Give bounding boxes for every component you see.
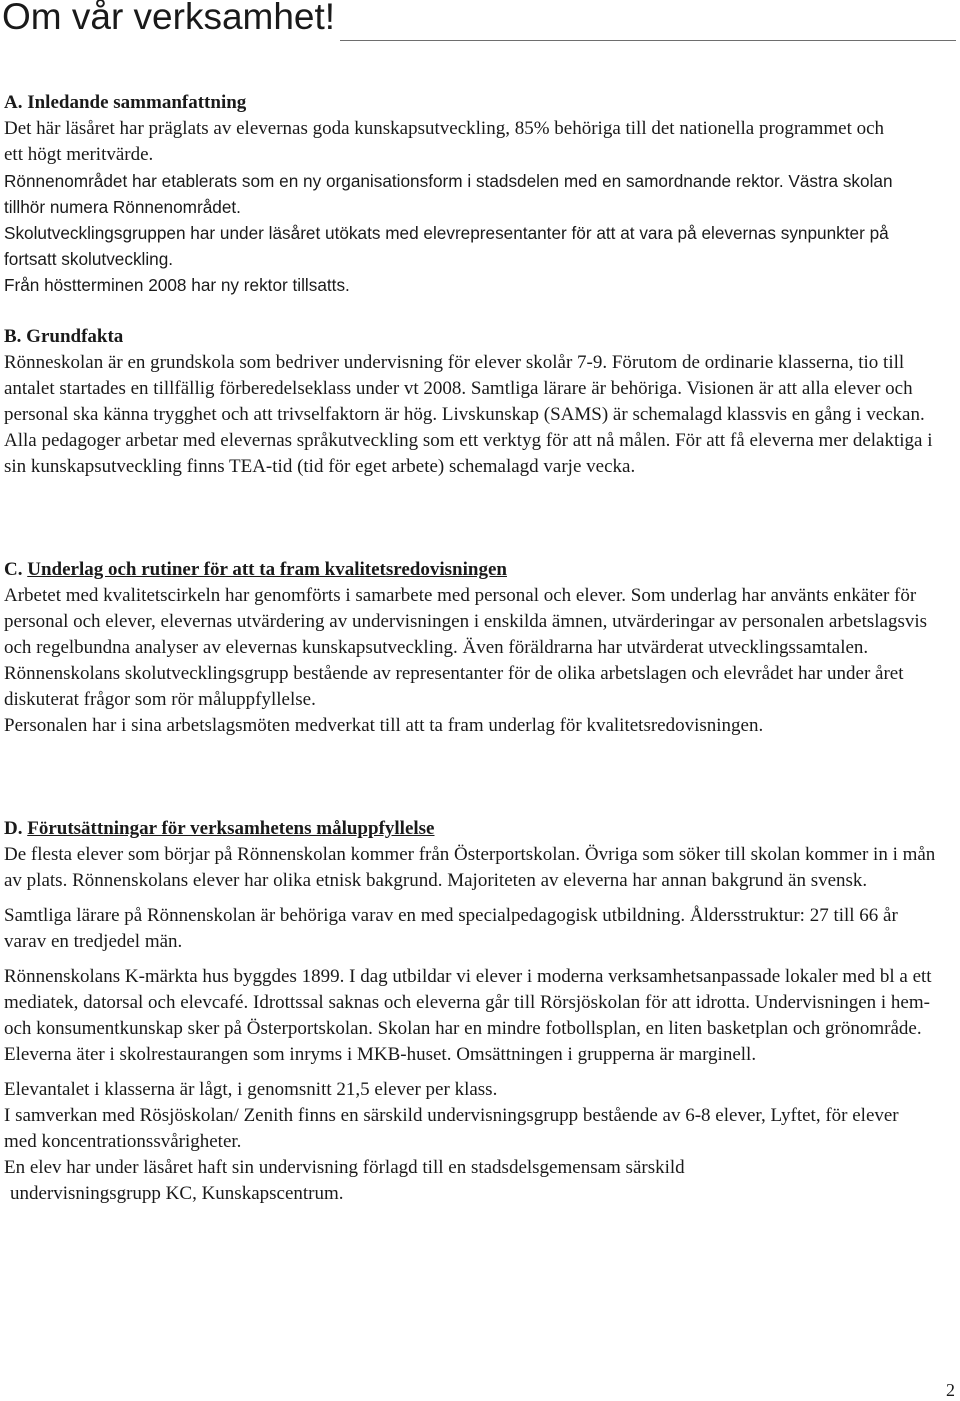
section-d-paragraph-3: Rönnenskolans K-märkta hus byggdes 1899. I dag utbildar vi elever i moderna verksamhetsanpassade lokaler med bl a ett mediatek, datorsal och elevcafé. Idrottssal saknas och eleverna går till Rörsjöskolan för att idrotta. Undervisningen i hem- och konsumentkunskap sker på Österportskolan. Skolan har en mindre fotbollsplan, en liten basketplan och grönområde. Eleverna äter i skolrestaurangen som inryms i MKB-huset. Omsättningen i grupperna är marginell. [4,966,932,1065]
section-d-heading-letter: D. [4,818,23,839]
section-a-paragraph-2: Skolutvecklingsgruppen har under läsåret utökats med elevrepresentanter för att at vara på elevernas synpunkter på fortsatt skolutveckling. [4,223,889,269]
section-d-paragraph-1: De flesta elever som börjar på Rönnenskolan kommer från Österportskolan. Övriga som söker till skolan kommer in i mån av plats. Rönnenskolans elever har olika etnisk bakgrund. Majoriteten av eleverna har annan bakgrund än svensk. [4,844,936,891]
section-b-paragraph-1: Rönneskolan är en grundskola som bedriver undervisning för elever skolår 7-9. Förutom de ordinarie klasserna, tio till antalet startades en tillfällig förberedelseklass under vt 2008. Samtliga lärare är behöriga. Visionen är att alla elever och personal ska känna trygghet och att trivselfaktorn är hög. Livskunskap (SAMS) är schemalagd klassvis en gång i veckan. Alla pedagoger arbetar med elevernas språkutveckling som ett verktyg för att nå målen. För att få eleverna mer delaktiga i sin kunskapsutveckling finns TEA-tid (tid för eget arbete) schemalagd varje vecka. [4,352,933,477]
page-number: 2 [946,1380,955,1400]
section-a-heading: A. Inledande sammanfattning [4,92,247,113]
section-d-paragraph-5: I samverkan med Rösjöskolan/ Zenith finns en särskild undervisningsgrupp bestående av 6-8 elever, Lyftet, för elever med koncentrationssvårigheter. [4,1105,899,1152]
section-b-heading: B. Grundfakta [4,326,124,347]
section-a-paragraph-1b: Rönnenområdet har etablerats som en ny organisationsform i stadsdelen med en samordnande rektor. Västra skolan tillhör numera Rönnenområdet. [4,171,893,217]
section-c-paragraph-1: Arbetet med kvalitetscirkeln har genomförts i samarbete med personal och elever. Som underlag har använts enkäter för personal och elever, elevernas utvärdering av undervisningen i enskilda ämnen, utvärderingar av personalen arbetslagsvis och regelbundna analyser av elevernas kunskapsutveckling. Även föräldrarna har utvärderat utvecklingssamtalen. [4,585,928,658]
section-c-paragraph-2: Rönnenskolans skolutvecklingsgrupp bestående av representanter för de olika arbetslagen och elevrådet har under året diskuterat frågor som rör måluppfyllelse. [4,663,904,710]
section-c-heading-letter: C. [4,559,23,580]
section-d-heading [4,816,949,842]
section-c-heading [4,557,949,583]
section-b [4,324,949,480]
section-a-paragraph-3: Från höstterminen 2008 har ny rektor tillsatts. [4,275,350,295]
section-a [4,90,949,298]
section-d-paragraph-6b: undervisningsgrupp KC, Kunskapscentrum. [10,1183,344,1204]
section-d-heading-text: Förutsättningar för verksamhetens måluppfyllelse [27,818,435,839]
section-c-paragraph-3: Personalen har i sina arbetslagsmöten medverkat till att ta fram underlag för kvalitetsredovisningen. [4,715,764,736]
section-a-paragraph-1: Det här läsåret har präglats av elevernas goda kunskapsutveckling, 85% behöriga till det nationella programmet och ett högt meritvärde. [4,118,885,165]
page-title: Om vår verksamhet! [2,0,336,37]
section-c [4,557,949,739]
title-rule [340,40,956,41]
section-d-paragraph-2: Samtliga lärare på Rönnenskolan är behöriga varav en med specialpedagogisk utbildning. Åldersstruktur: 27 till 66 år varav en tredjedel män. [4,905,898,952]
section-d [4,816,949,1207]
section-c-heading-text: Underlag och rutiner för att ta fram kvalitetsredovisningen [27,559,507,580]
section-d-paragraph-6: En elev har under läsåret haft sin undervisning förlagd till en stadsdelsgemensam särskild [4,1157,685,1178]
section-d-paragraph-4: Elevantalet i klasserna är lågt, i genomsnitt 21,5 elever per klass. [4,1079,498,1100]
